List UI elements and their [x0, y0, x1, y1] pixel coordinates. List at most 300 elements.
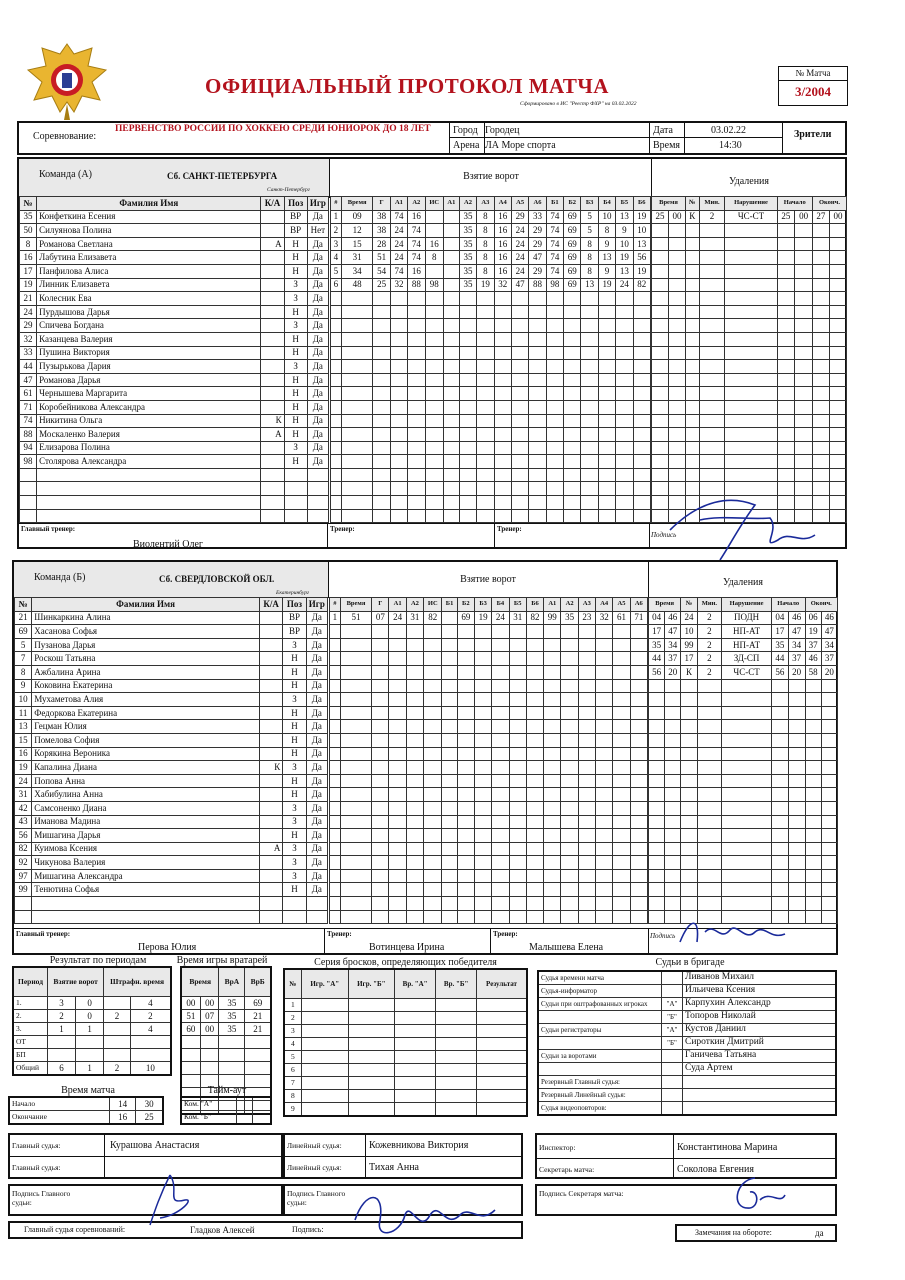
penalty-row-cell — [652, 387, 669, 401]
goal-row-cell — [372, 829, 389, 843]
player-row-cell — [283, 910, 306, 924]
penalty-row-cell — [686, 414, 700, 428]
player-row-cell — [261, 482, 284, 496]
goal-row — [330, 801, 648, 815]
period-row-cell: 2 — [104, 1062, 131, 1076]
goal-row-cell — [408, 319, 425, 333]
goal-row — [330, 638, 648, 652]
column-header: Б1 — [442, 598, 457, 612]
goal-row-cell — [443, 332, 459, 346]
goal-row-cell — [633, 428, 650, 442]
penalty-row-cell — [795, 224, 813, 238]
player-row-cell: З — [283, 869, 306, 883]
goal-row-cell — [457, 897, 474, 911]
penalty-row — [652, 237, 847, 251]
goal-row-cell — [630, 747, 647, 761]
goal-row-cell — [457, 761, 474, 775]
shootout-cell — [348, 1051, 394, 1064]
penalty-row-cell — [777, 468, 795, 482]
start-h: 14 — [110, 1097, 136, 1111]
player-row-cell — [260, 652, 283, 666]
goal-row-cell: 74 — [546, 251, 563, 265]
goal-row — [331, 224, 651, 238]
penalty-row-cell — [795, 346, 813, 360]
goal-row-cell — [494, 387, 511, 401]
goal-row-cell — [616, 360, 633, 374]
player-row-cell: Н — [284, 305, 307, 319]
player-row-cell: Колесник Ева — [37, 292, 261, 306]
penalty-row-cell: НП-АТ — [722, 638, 772, 652]
player-row — [15, 625, 328, 639]
penalty-row — [652, 441, 847, 455]
player-row-cell: Н — [283, 720, 306, 734]
goal-row-cell — [598, 305, 615, 319]
goal-row-cell — [425, 332, 443, 346]
goal-row-cell — [581, 373, 598, 387]
player-row — [20, 509, 329, 523]
player-row — [15, 747, 328, 761]
goal-row-cell: 74 — [390, 210, 407, 224]
goalie-row-cell — [245, 1036, 271, 1049]
goal-row-cell — [526, 774, 543, 788]
goal-row-cell — [330, 788, 341, 802]
goal-row-cell — [526, 788, 543, 802]
penalty-row — [652, 360, 847, 374]
goal-row-cell — [474, 625, 491, 639]
goal-row-cell — [442, 652, 457, 666]
goal-row-cell — [442, 625, 457, 639]
penalty-row-cell — [805, 883, 821, 897]
column-header: Б5 — [616, 197, 633, 211]
goal-row-cell — [425, 224, 443, 238]
col-pos: Поз — [284, 197, 307, 211]
secretary: Соколова Евгения — [677, 1164, 754, 1175]
goal-row-cell — [373, 441, 390, 455]
team-a-label: Команда (А) — [39, 169, 92, 180]
goal-row — [331, 292, 651, 306]
goal-row-cell: 88 — [529, 278, 546, 292]
goal-row-cell — [477, 428, 494, 442]
goal-row-cell — [561, 869, 578, 883]
penalty-row-cell — [652, 414, 669, 428]
goal-row — [330, 761, 648, 775]
goal-row-cell — [494, 482, 511, 496]
penalty-row-cell: 35 — [771, 638, 788, 652]
player-row — [20, 414, 329, 428]
goal-row-cell: 16 — [494, 237, 511, 251]
goal-row — [331, 237, 651, 251]
column-header: А2 — [459, 197, 476, 211]
penalty-row — [652, 346, 847, 360]
goal-row-cell: 13 — [616, 264, 633, 278]
penalty-row-cell — [722, 815, 772, 829]
line-referee-signature — [345, 1180, 505, 1250]
goal-row-cell: 6 — [331, 278, 342, 292]
penalty-row-cell — [681, 761, 697, 775]
goal-row-cell — [425, 509, 443, 523]
shootout-cell — [394, 1103, 435, 1117]
goal-row-cell — [578, 665, 595, 679]
player-row-cell — [261, 387, 284, 401]
penalty-row-cell — [777, 400, 795, 414]
player-row-cell — [37, 496, 261, 510]
goal-row-cell: 09 — [341, 210, 373, 224]
goal-row — [330, 856, 648, 870]
goal-row-cell — [459, 305, 476, 319]
penalty-row-cell — [795, 305, 813, 319]
goal-row-cell — [406, 883, 423, 897]
shootout-row — [284, 999, 527, 1012]
player-row — [15, 869, 328, 883]
goal-row-cell — [509, 897, 526, 911]
periods-table — [12, 966, 172, 1076]
goal-row-cell — [389, 883, 406, 897]
penalty-row-cell — [686, 468, 700, 482]
goal-row-cell — [424, 801, 442, 815]
penalty-row-cell — [829, 292, 846, 306]
goal-row-cell — [340, 652, 371, 666]
player-row-cell: 33 — [20, 346, 37, 360]
goalie-row-cell: 07 — [200, 1010, 219, 1023]
penalty-row-cell — [795, 360, 813, 374]
penalty-row-cell — [652, 332, 669, 346]
player-row-cell: Да — [306, 869, 327, 883]
goal-row-cell — [340, 842, 371, 856]
shootout-cell — [301, 999, 348, 1012]
goal-row-cell — [331, 360, 342, 374]
penalty-row-cell: 37 — [665, 652, 681, 666]
goal-row-cell: 69 — [564, 210, 581, 224]
penalty-row-cell — [812, 305, 829, 319]
penalty-row-cell: 2 — [697, 625, 722, 639]
goal-row-cell — [442, 665, 457, 679]
goal-row-cell — [598, 360, 615, 374]
goal-row-cell — [561, 788, 578, 802]
penalty-row-cell — [788, 788, 805, 802]
column-header: # — [331, 197, 342, 211]
player-row-cell: Пушина Виктория — [37, 346, 261, 360]
goal-row-cell — [406, 720, 423, 734]
goal-row-cell — [630, 652, 647, 666]
goal-row-cell — [581, 387, 598, 401]
goal-row-cell — [581, 468, 598, 482]
inspector-label: Инспектор: — [539, 1143, 576, 1152]
goal-row-cell — [529, 346, 546, 360]
goal-row-cell — [408, 455, 425, 469]
player-row-cell: Да — [306, 693, 327, 707]
goal-row-cell — [598, 496, 615, 510]
goal-row-cell — [529, 496, 546, 510]
penalty-row-cell — [699, 292, 725, 306]
player-row-cell — [307, 496, 328, 510]
goal-row-cell: 54 — [373, 264, 390, 278]
penalty-row-cell: 17 — [771, 625, 788, 639]
penalty-row-cell — [669, 468, 686, 482]
player-row-cell: Гецман Юлия — [32, 720, 260, 734]
team-b-penalties-title: Удаления — [722, 577, 764, 588]
player-row-cell: 35 — [20, 210, 37, 224]
penalty-row-cell — [821, 774, 837, 788]
period-row-cell: 4 — [130, 997, 171, 1010]
player-row-cell — [284, 468, 307, 482]
goal-row-cell — [474, 883, 491, 897]
goal-row-cell — [457, 679, 474, 693]
goal-row-cell — [330, 910, 341, 924]
penalty-row-cell — [777, 305, 795, 319]
goal-row-cell — [424, 774, 442, 788]
player-row-cell — [37, 509, 261, 523]
player-row — [15, 774, 328, 788]
penalty-row-cell — [812, 455, 829, 469]
player-row — [20, 496, 329, 510]
goal-row-cell — [457, 693, 474, 707]
goal-row-cell — [389, 733, 406, 747]
penalty-row-cell — [722, 733, 772, 747]
goal-row-cell — [425, 319, 443, 333]
col-num: № — [20, 197, 37, 211]
goal-row-cell — [443, 305, 459, 319]
goal-row-cell — [373, 428, 390, 442]
goalie-row-cell: 60 — [181, 1023, 200, 1036]
goal-row-cell — [544, 897, 561, 911]
player-row-cell: Куимова Ксения — [32, 842, 260, 856]
penalty-row — [649, 747, 838, 761]
goal-row-cell: 5 — [581, 224, 598, 238]
penalty-row-cell — [681, 788, 697, 802]
shootout-num: 5 — [284, 1051, 301, 1064]
goal-row-cell — [544, 829, 561, 843]
player-row-cell: Н — [283, 747, 306, 761]
goal-row-cell — [616, 346, 633, 360]
shootout-cell — [477, 999, 527, 1012]
goal-row-cell — [390, 387, 407, 401]
goal-row-cell — [477, 414, 494, 428]
goal-row-cell — [331, 468, 342, 482]
player-row-cell — [261, 210, 284, 224]
goal-row-cell: 35 — [459, 210, 476, 224]
shootout-cell — [394, 1051, 435, 1064]
start-label: Начало — [9, 1097, 110, 1111]
penalty-row-cell: 35 — [649, 638, 665, 652]
goal-row-cell: 98 — [546, 278, 563, 292]
end-label: Окончание — [9, 1111, 110, 1125]
goal-row-cell: 23 — [578, 611, 595, 625]
penalty-row-cell — [829, 251, 846, 265]
goal-row-cell — [526, 910, 543, 924]
player-row-cell: Да — [307, 278, 328, 292]
goal-row-cell: 33 — [529, 210, 546, 224]
goal-row-cell — [474, 693, 491, 707]
penalty-row-cell — [805, 747, 821, 761]
column-header: Б1 — [546, 197, 563, 211]
goal-row-cell: 13 — [633, 237, 650, 251]
player-row-cell: ВР — [284, 224, 307, 238]
player-row-cell: ВР — [283, 625, 306, 639]
penalty-row-cell — [665, 801, 681, 815]
penalty-row-cell — [686, 455, 700, 469]
penalty-row — [649, 883, 838, 897]
goalie-row — [181, 1062, 271, 1075]
player-row-cell: Силуянова Полина — [37, 224, 261, 238]
penalty-row-cell — [725, 332, 777, 346]
period-row — [13, 1062, 171, 1076]
player-row-cell: Роскош Татьяна — [32, 652, 260, 666]
goal-row-cell — [630, 897, 647, 911]
goal-row-cell — [596, 761, 613, 775]
col-play: Игр — [307, 197, 328, 211]
penalty-row-cell — [686, 319, 700, 333]
page-title: ОФИЦИАЛЬНЫЙ ПРОТОКОЛ МАТЧА — [205, 74, 609, 98]
penalty-row-cell — [681, 897, 697, 911]
goal-row-cell — [477, 468, 494, 482]
player-row-cell: 10 — [15, 693, 32, 707]
goal-row-cell — [544, 720, 561, 734]
goal-row-cell — [457, 625, 474, 639]
period-row — [13, 1010, 171, 1023]
goal-row-cell: 74 — [546, 224, 563, 238]
goal-row-cell — [596, 829, 613, 843]
penalty-row — [649, 693, 838, 707]
goal-row-cell — [596, 774, 613, 788]
period-row-cell — [104, 1049, 131, 1062]
goal-row — [330, 897, 648, 911]
goal-row-cell: 71 — [630, 611, 647, 625]
penalty-row-cell — [652, 224, 669, 238]
penalty-row-cell — [722, 679, 772, 693]
period-row-cell — [130, 1049, 171, 1062]
goal-row-cell — [330, 625, 341, 639]
player-row-cell: Да — [306, 638, 327, 652]
goal-row-cell — [546, 509, 563, 523]
player-row-cell: З — [284, 319, 307, 333]
goal-row-cell — [630, 693, 647, 707]
goal-row-cell: 25 — [373, 278, 390, 292]
official-team: "А" — [662, 998, 683, 1011]
goal-row — [330, 679, 648, 693]
goal-row-cell — [561, 679, 578, 693]
goal-row-cell — [526, 869, 543, 883]
goal-row-cell: 9 — [616, 224, 633, 238]
player-row-cell: К — [260, 761, 283, 775]
penalty-row-cell: 46 — [805, 652, 821, 666]
team-a-coach: Виолентий Олег — [133, 539, 203, 550]
penalty-row — [649, 720, 838, 734]
penalty-row-cell — [829, 441, 846, 455]
goal-row-cell — [630, 761, 647, 775]
goal-row-cell — [494, 496, 511, 510]
penalty-row-cell — [788, 801, 805, 815]
col-pos: Поз — [283, 598, 306, 612]
goal-row-cell: 4 — [331, 251, 342, 265]
goal-row-cell: 34 — [341, 264, 373, 278]
penalty-row-cell — [805, 801, 821, 815]
goal-row-cell — [330, 706, 341, 720]
player-row-cell: 5 — [15, 638, 32, 652]
goal-row-cell — [511, 414, 528, 428]
player-row — [15, 665, 328, 679]
penalty-row-cell — [829, 319, 846, 333]
goal-row — [331, 441, 651, 455]
goal-row-cell — [492, 693, 509, 707]
penalty-row-cell — [699, 224, 725, 238]
goalie-row-cell: 00 — [200, 1023, 219, 1036]
goal-row-cell — [613, 625, 630, 639]
player-row-cell: 29 — [20, 319, 37, 333]
goal-row-cell — [406, 747, 423, 761]
penalty-row-cell — [697, 869, 722, 883]
timeout-b: Ком. "Б" — [181, 1111, 237, 1125]
goal-row — [331, 210, 651, 224]
penalty-row-cell — [821, 733, 837, 747]
goal-row-cell — [509, 747, 526, 761]
player-row-cell: 92 — [15, 856, 32, 870]
penalty-row-cell — [652, 237, 669, 251]
goal-row-cell — [633, 400, 650, 414]
goal-row-cell — [630, 706, 647, 720]
goal-row-cell — [330, 652, 341, 666]
player-row — [15, 856, 328, 870]
penalty-row-cell — [777, 346, 795, 360]
goal-row-cell — [529, 414, 546, 428]
goal-row-cell — [526, 801, 543, 815]
goal-row-cell — [425, 482, 443, 496]
goal-row-cell — [596, 665, 613, 679]
column-header: Время — [341, 197, 373, 211]
goal-row-cell — [331, 319, 342, 333]
player-row-cell: Н — [284, 414, 307, 428]
player-row-cell: ВР — [283, 611, 306, 625]
goal-row-cell — [509, 638, 526, 652]
official-name: Ильичева Ксения — [683, 985, 837, 998]
penalty-row — [649, 761, 838, 775]
goal-row-cell — [425, 441, 443, 455]
player-row-cell: З — [284, 278, 307, 292]
goal-row-cell — [494, 509, 511, 523]
goal-row-cell: 28 — [373, 237, 390, 251]
player-row-cell: Лабутина Елизавета — [37, 251, 261, 265]
timeout-a: Ком. "А" — [181, 1097, 237, 1111]
goal-row-cell: 19 — [474, 611, 491, 625]
column-header: А1 — [544, 598, 561, 612]
goal-row-cell — [340, 720, 371, 734]
goal-row-cell: 8 — [477, 224, 494, 238]
goal-row-cell — [596, 842, 613, 856]
goal-row-cell: 24 — [511, 224, 528, 238]
goal-row-cell — [424, 720, 442, 734]
goal-row-cell — [598, 414, 615, 428]
player-row-cell: Спичева Богдана — [37, 319, 261, 333]
penalty-row-cell — [812, 400, 829, 414]
end-m: 25 — [136, 1111, 163, 1125]
goal-row-cell — [511, 319, 528, 333]
penalty-row-cell: ПОДН — [722, 611, 772, 625]
penalty-row-cell — [788, 679, 805, 693]
goal-row-cell — [389, 638, 406, 652]
goal-row-cell — [340, 815, 371, 829]
player-row — [15, 897, 328, 911]
penalty-row-cell — [669, 387, 686, 401]
player-row-cell: Н — [284, 373, 307, 387]
player-row-cell: А — [261, 428, 284, 442]
goal-row-cell — [477, 373, 494, 387]
goal-row-cell — [616, 387, 633, 401]
goal-row-cell — [425, 468, 443, 482]
goal-row-cell — [492, 897, 509, 911]
goal-row-cell — [494, 373, 511, 387]
shootout-num: 2 — [284, 1012, 301, 1025]
player-row-cell — [261, 224, 284, 238]
player-row-cell: Шинкаркина Алина — [32, 611, 260, 625]
